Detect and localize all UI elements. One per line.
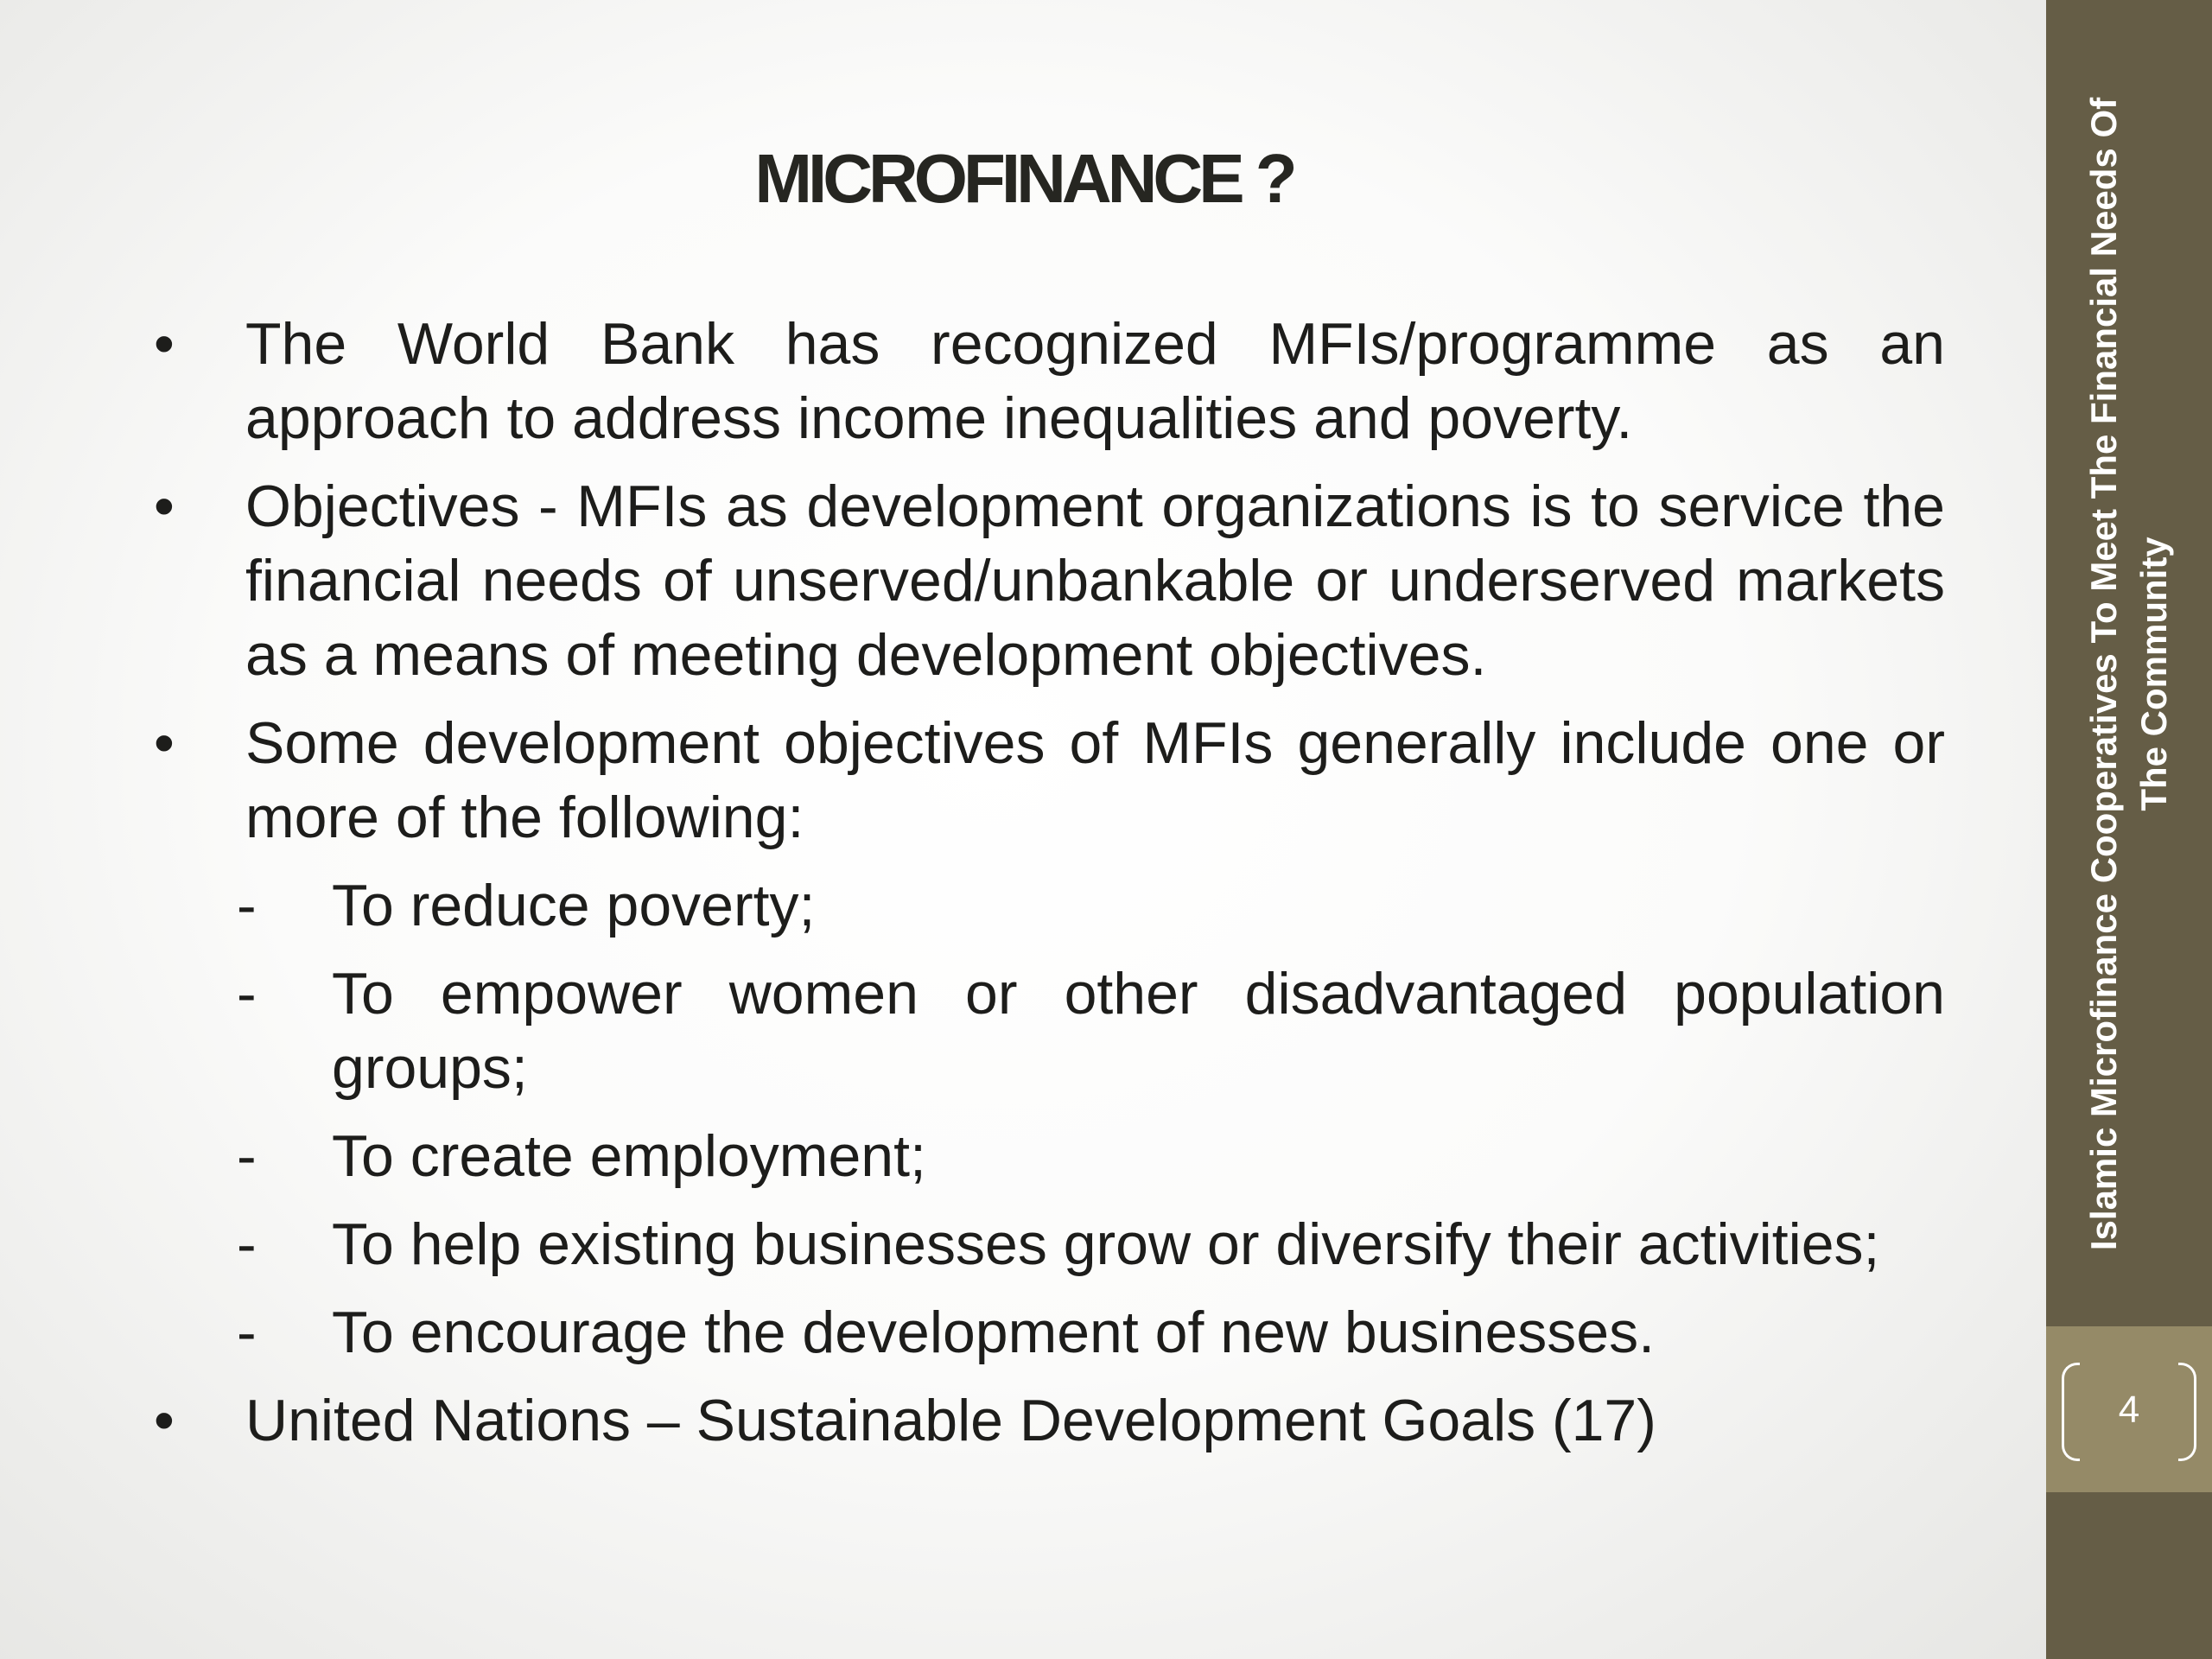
bullet-marker: •: [154, 1388, 175, 1453]
sub-marker: -: [237, 1211, 257, 1277]
sub-list-item: [237, 1207, 1945, 1281]
bullet-item: [154, 469, 1945, 692]
sub-marker: -: [237, 873, 257, 938]
sub-list-item: [237, 1295, 1945, 1370]
bullet-marker: •: [154, 710, 175, 776]
page-number-frame: [2062, 1363, 2196, 1459]
sub-marker: -: [237, 961, 257, 1027]
sub-list-item: [237, 1119, 1945, 1193]
bullet-text: Objectives - MFIs as development organizations is to service the financial needs of unserved/unbankable or underserved markets as a means of meeting development objectives.: [245, 474, 1945, 688]
bullet-text: Some development objectives of MFIs generally include one or more of the following:: [245, 710, 1945, 850]
bullet-marker: •: [154, 311, 175, 377]
sub-item-text: To empower women or other disadvantaged population groups;: [332, 961, 1945, 1101]
slide-title: MICROFINANCE ?: [754, 140, 1294, 217]
bullet-text: The World Bank has recognized MFIs/programme as an approach to address income inequalities and poverty.: [245, 311, 1945, 451]
sub-item-text: To reduce poverty;: [332, 873, 816, 938]
bullet-text: United Nations – Sustainable Development Goals (17): [245, 1388, 1656, 1453]
sub-item-text: To create employment;: [332, 1123, 926, 1189]
sub-marker: -: [237, 1123, 257, 1189]
bullet-item: [154, 706, 1945, 855]
sub-item-text: To help existing businesses grow or diversify their activities;: [332, 1211, 1880, 1277]
slide-body: [154, 307, 1945, 1471]
page-number: 4: [2118, 1389, 2140, 1431]
sub-list-item: [237, 957, 1945, 1105]
bullet-marker: •: [154, 474, 175, 539]
bullet-item: [154, 307, 1945, 455]
bullet-item: [154, 1383, 1945, 1458]
vertical-presentation-title: Islamic Microfinance Cooperatives To Meet The Financial Needs Of The Community: [2083, 97, 2174, 1251]
sub-list-item: [237, 868, 1945, 943]
sub-marker: -: [237, 1300, 257, 1365]
sub-item-text: To encourage the development of new businesses.: [332, 1300, 1655, 1365]
